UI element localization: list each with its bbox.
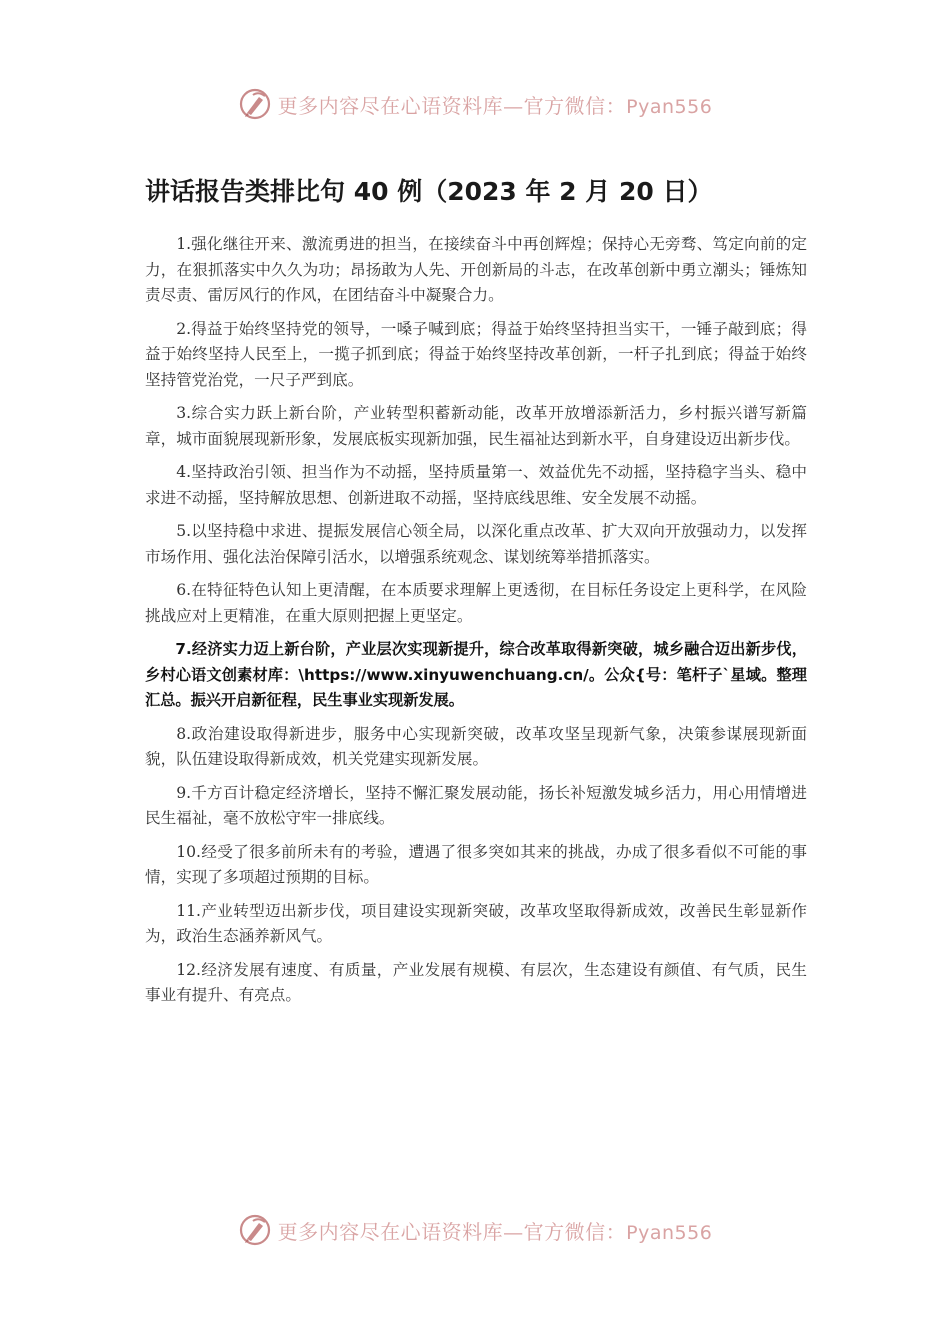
- paragraph-1: 1.强化继往开来、激流勇进的担当，在接续奋斗中再创辉煌；保持心无旁骛、笃定向前的定力，在狠抓落实中久久为功；昂扬敢为人先、开创新局的斗志，在改革创新中勇立潮头；锤炼知责尽责、雷厉风行的作风，在团结奋斗中凝聚合力。: [145, 235, 807, 304]
- paragraph-12: 12.经济发展有速度、有质量，产业发展有规模、有层次，生态建设有颜值、有气质，民生事业有提升、有亮点。: [145, 960, 807, 1004]
- footer-banner-cn: 更多内容尽在心语资料库—官方微信：: [277, 1219, 627, 1244]
- footer-banner: [0, 1210, 950, 1250]
- header-banner-text: [278, 90, 713, 119]
- document-body: [145, 232, 807, 1017]
- header-banner: [0, 84, 950, 124]
- paragraph-5: 5.以坚持稳中求进、提振发展信心领全局，以深化重点改革、扩大双向开放强动力，以发挥市场作用、强化法治保障引活水，以增强系统观念、谋划统筹举措抓落实。: [145, 522, 807, 566]
- paragraph-9: 9.千方百计稳定经济增长，坚持不懈汇聚发展动能，扬长补短激发城乡活力，用心用情增进民生福祉，毫不放松守牢一排底线。: [145, 783, 807, 827]
- header-banner-en: Pyan556: [626, 95, 713, 118]
- header-banner-cn: 更多内容尽在心语资料库—官方微信：: [277, 93, 627, 118]
- paragraph-6: 6.在特征特色认知上更清醒，在本质要求理解上更透彻，在目标任务设定上更科学，在风险挑战应对上更精准，在重大原则把握上更坚定。: [145, 581, 807, 625]
- paragraph-10: 10.经受了很多前所未有的考验，遭遇了很多突如其来的挑战，办成了很多看似不可能的事情，实现了多项超过预期的目标。: [145, 842, 807, 886]
- paragraph-11: 11.产业转型迈出新步伐，项目建设实现新突破，改革攻坚取得新成效，改善民生彰显新作为，政治生态涵养新风气。: [145, 901, 807, 945]
- paragraph-8: 8.政治建设取得新进步，服务中心实现新突破，改革攻坚呈现新气象，决策参谋展现新面貌，队伍建设取得新成效，机关党建实现新发展。: [145, 724, 807, 768]
- footer-banner-text: [278, 1216, 713, 1245]
- pen-nib-icon: [238, 1213, 272, 1247]
- document-title: 讲话报告类排比句 40 例（2023 年 2 月 20 日）: [145, 177, 713, 206]
- paragraph-2: 2.得益于始终坚持党的领导，一嗓子喊到底；得益于始终坚持担当实干，一锤子敲到底；得益于始终坚持人民至上，一揽子抓到底；得益于始终坚持改革创新，一杆子扎到底；得益于始终坚持管党治党，一尺子严到底。: [145, 319, 807, 389]
- header-banner-inner: [238, 87, 713, 121]
- footer-banner-inner: [238, 1213, 713, 1247]
- paragraph-7: 7.经济实力迈上新台阶，产业层次实现新提升，综合改革取得新突破，城乡融合迈出新步伐，乡村心语文创素材库：\https://www.xinyuwenchuang.cn/。公众{号：笔杆子`星域。整理汇总。振兴开启新征程，民生事业实现新发展。: [145, 640, 807, 709]
- footer-banner-en: Pyan556: [626, 1221, 713, 1244]
- pen-nib-icon: [238, 87, 272, 121]
- paragraph-3: 3.综合实力跃上新台阶，产业转型积蓄新动能，改革开放增添新活力，乡村振兴谱写新篇章，城市面貌展现新形象，发展底板实现新加强，民生福祉达到新水平，自身建设迈出新步伐。: [145, 404, 807, 448]
- paragraph-4: 4.坚持政治引领、担当作为不动摇，坚持质量第一、效益优先不动摇，坚持稳字当头、稳中求进不动摇，坚持解放思想、创新进取不动摇，坚持底线思维、安全发展不动摇。: [145, 463, 807, 507]
